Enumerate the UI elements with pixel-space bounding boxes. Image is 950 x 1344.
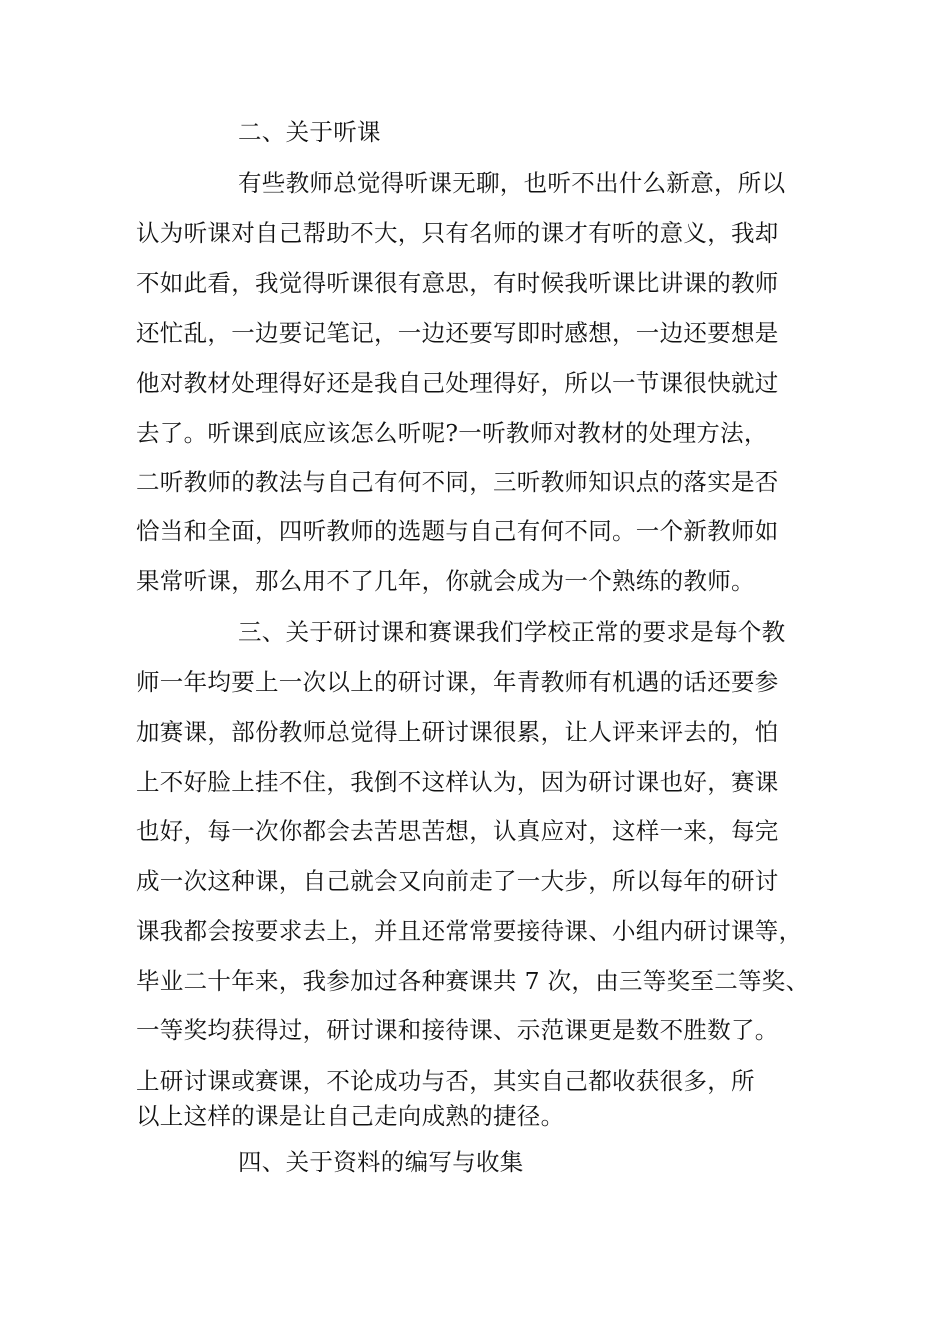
paragraph-line: 二听教师的教法与自己有何不同，三听教师知识点的落实是否: [136, 468, 779, 496]
paragraph-line: 加赛课，部份教师总觉得上研讨课很累，让人评来评去的，怕: [136, 718, 779, 746]
paragraph-line: 上不好脸上挂不住，我倒不这样认为，因为研讨课也好，赛课: [136, 768, 779, 796]
paragraph-line: 也好，每一次你都会去苦思苦想，认真应对，这样一来，每完: [136, 817, 779, 845]
paragraph-line: 果常听课，那么用不了几年，你就会成为一个熟练的教师。: [136, 567, 755, 595]
paragraph-line: 上研讨课或赛课，不论成功与否，其实自己都收获很多，所: [136, 1067, 755, 1095]
paragraph-line: 他对教材处理得好还是我自己处理得好，所以一节课很快就过: [136, 369, 779, 397]
paragraph-line: 有些教师总觉得听课无聊，也听不出什么新意，所以: [238, 169, 786, 197]
paragraph-line: 去了。听课到底应该怎么听呢?一听教师对教材的处理方法，: [136, 419, 768, 447]
paragraph-line: 恰当和全面，四听教师的选题与自己有何不同。一个新教师如: [136, 517, 779, 545]
paragraph-line: 成一次这种课，自己就会又向前走了一大步，所以每年的研讨: [136, 867, 779, 895]
paragraph-line: 以上这样的课是让自己走向成熟的捷径。: [136, 1102, 565, 1130]
paragraph-line: 毕业二十年来，我参加过各种赛课共 7 次，由三等奖至二等奖、: [136, 967, 810, 995]
paragraph-line: 还忙乱，一边要记笔记，一边还要写即时感想，一边还要想是: [136, 319, 779, 347]
section-heading-materials: 四、关于资料的编写与收集: [238, 1148, 524, 1176]
paragraph-line: 一等奖均获得过，研讨课和接待课、示范课更是数不胜数了。: [136, 1016, 779, 1044]
paragraph-line: 三、关于研讨课和赛课我们学校正常的要求是每个教: [238, 618, 786, 646]
paragraph-line: 师一年均要上一次以上的研讨课，年青教师有机遇的话还要参: [136, 668, 779, 696]
paragraph-line: 课我都会按要求去上，并且还常常要接待课、小组内研讨课等，: [136, 917, 803, 945]
section-heading-listening: 二、关于听课: [238, 118, 381, 146]
paragraph-line: 认为听课对自己帮助不大，只有名师的课才有听的意义，我却: [136, 219, 779, 247]
paragraph-line: 不如此看，我觉得听课很有意思，有时候我听课比讲课的教师: [136, 269, 779, 297]
